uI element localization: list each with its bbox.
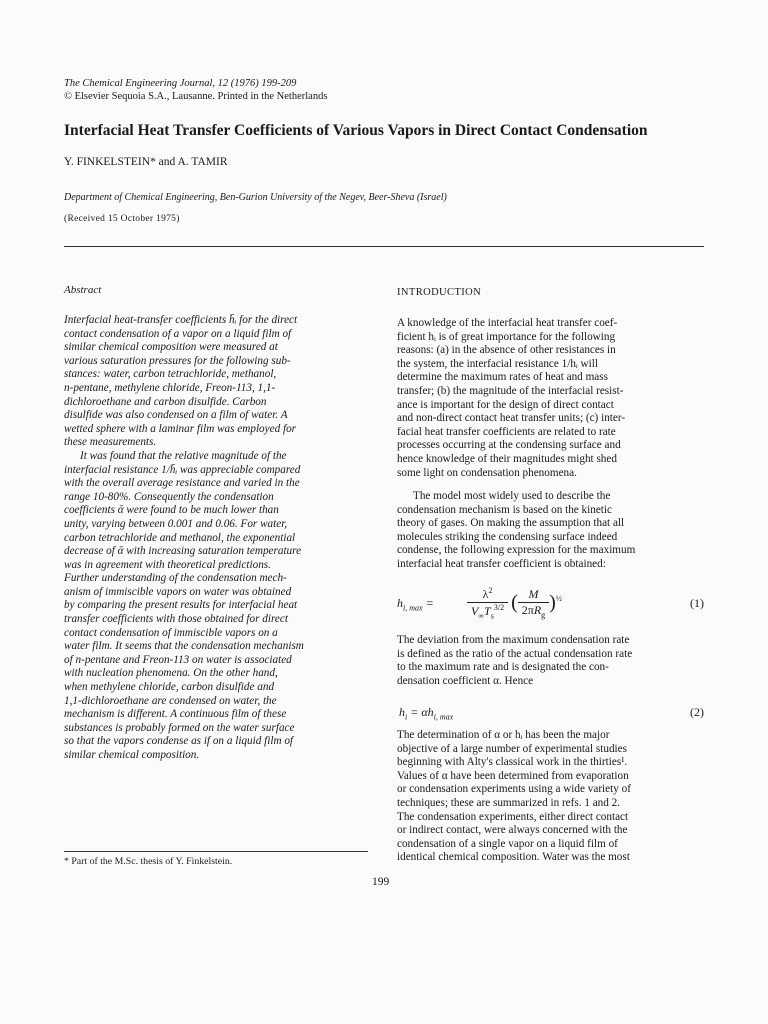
- abstract-paragraph-1: [64, 314, 364, 450]
- article-authors: Y. FINKELSTEIN* and A. TAMIR: [64, 156, 228, 168]
- page-number: 199: [372, 876, 390, 888]
- intro-paragraph-4: [397, 729, 704, 865]
- text-line: The model most widely used to describe the: [413, 490, 611, 502]
- text-line: similar chemical composition were measured at: [64, 341, 278, 354]
- text-line: facial heat transfer coefficients are related to rate: [397, 425, 616, 438]
- text-line: densation coefficient α. Hence: [397, 674, 534, 687]
- text-line: some light on condensation phenomena.: [397, 466, 577, 479]
- text-line: of n-pentane and Freon-113 on water is associated: [64, 653, 292, 666]
- text-line: Interfacial heat-transfer coefficients h̄ᵢ for the direct: [64, 314, 298, 326]
- text-line: with nucleation phenomena. On the other hand,: [64, 667, 278, 680]
- text-line: techniques; these are summarized in refs. 1 and 2.: [397, 796, 621, 809]
- text-line: stances: water, carbon tetrachloride, methanol,: [64, 368, 277, 381]
- text-line: molecules striking the condensing surface indeed: [397, 530, 618, 543]
- text-line: wetted sphere with a laminar film was employed for: [64, 422, 297, 435]
- abstract-heading: Abstract: [64, 284, 102, 296]
- text-line: contact condensation of immiscible vapors on a: [64, 626, 278, 639]
- equation-1-number: (1): [690, 596, 704, 610]
- text-line: reasons: (a) in the absence of other resistances in: [397, 344, 616, 357]
- text-line: interfacial resistance 1/h̄ᵢ was appreciable compared: [64, 463, 301, 476]
- text-line: interfacial heat transfer coefficient is obtained:: [397, 557, 606, 570]
- text-line: dichloroethane and carbon disulfide. Carbon: [64, 395, 267, 408]
- text-line: decrease of ᾱ with increasing saturation temperature: [64, 545, 302, 558]
- received-date: (Received 15 October 1975): [64, 214, 180, 224]
- text-line: processes occurring at the condensing surface and: [397, 439, 621, 452]
- text-line: by comparing the present results for interfacial heat: [64, 599, 298, 612]
- text-line: mechanism is different. A continuous film of these: [64, 708, 287, 721]
- text-line: disulfide was also condensed on a film of water. A: [64, 409, 288, 422]
- text-line: Further understanding of the condensation mech-: [64, 572, 287, 585]
- equation-1: $h_{i, max}$ = $\frac{\lambda^2}{V_\infty T_s^{3/2}}$ ( $\frac{M}{2\pi R_g}$ )$^{\frac{1}{2}}$ (1): [397, 586, 704, 621]
- text-line: substances is probably formed on the water surface: [64, 721, 295, 734]
- text-line: Values of α have been determined from evaporation: [397, 769, 629, 782]
- text-line: the system, the interfacial resistance 1/hᵢ will: [397, 357, 598, 370]
- text-line: coefficients ᾱ were found to be much lower than: [64, 504, 279, 517]
- text-line: so that the vapors condense as if on a liquid film of: [64, 735, 294, 748]
- text-line: hence knowledge of their magnitudes might shed: [397, 452, 617, 465]
- text-line: anism of immiscible vapors on water was obtained: [64, 585, 292, 598]
- intro-paragraph-3: [397, 634, 704, 688]
- publisher-line: © Elsevier Sequoia S.A., Lausanne. Printed in the Netherlands: [64, 91, 328, 102]
- text-line: is defined as the ratio of the actual condensation rate: [397, 647, 633, 660]
- text-line: beginning with Alty's classical work in the thirties¹.: [397, 756, 628, 769]
- text-line: transfer coefficients with those obtained for direct: [64, 613, 288, 626]
- abstract-body: [64, 314, 364, 763]
- text-line: similar chemical composition.: [64, 749, 200, 761]
- text-line: condensation mechanism is based on the kinetic: [397, 503, 612, 516]
- text-line: unity, varying between 0.001 and 0.06. For water,: [64, 517, 288, 530]
- introduction-heading: INTRODUCTION: [397, 287, 482, 298]
- text-line: range 10-80%. Consequently the condensation: [64, 490, 274, 503]
- text-line: A knowledge of the interfacial heat transfer coef-: [397, 317, 618, 329]
- text-line: identical chemical composition. Water was the most: [397, 851, 630, 864]
- text-line: these measurements.: [64, 436, 157, 449]
- text-line: theory of gases. On making the assumption that all: [397, 517, 625, 530]
- text-line: to the maximum rate and is designated the con-: [397, 661, 609, 674]
- text-line: objective of a large number of experimental studies: [397, 742, 627, 755]
- text-line: determine the maximum rates of heat and mass: [397, 371, 608, 384]
- text-line: condense, the following expression for the maximum: [397, 544, 636, 557]
- footnote-divider: [64, 851, 368, 852]
- equation-2-number: (2): [690, 705, 704, 719]
- text-line: contact condensation of a vapor on a liquid film of: [64, 327, 292, 340]
- text-line: with the overall average resistance and varied in the: [64, 477, 300, 490]
- text-line: was in agreement with theoretical predictions.: [64, 558, 271, 571]
- text-line: transfer; (b) the magnitude of the interfacial resist-: [397, 384, 624, 397]
- text-line: condensation of a single vapor on a liquid film of: [397, 837, 618, 850]
- text-line: water film. It seems that the condensation mechanism: [64, 640, 304, 653]
- text-line: and non-direct contact heat transfer units; (c) inter-: [397, 412, 626, 425]
- text-line: 1,1-dichloroethane are condensed on water, the: [64, 694, 277, 707]
- text-line: It was found that the relative magnitude of the: [80, 449, 287, 462]
- abstract-paragraph-2: [64, 450, 364, 763]
- text-line: ficient hᵢ is of great importance for the following: [397, 330, 616, 343]
- text-line: n-pentane, methylene chloride, Freon-113, 1,1-: [64, 381, 276, 394]
- text-line: ance is important for the design of direct contact: [397, 398, 614, 411]
- text-line: The determination of α or hᵢ has been the major: [397, 729, 610, 741]
- journal-line: The Chemical Engineering Journal, 12 (1976) 199-209: [64, 78, 297, 89]
- intro-paragraph-2: [397, 490, 704, 572]
- text-line: or indirect contact, were always concerned with the: [397, 824, 628, 837]
- text-line: carbon tetrachloride and methanol, the exponential: [64, 531, 296, 544]
- header-divider: [64, 246, 704, 247]
- text-line: The deviation from the maximum condensation rate: [397, 634, 630, 646]
- footnote: * Part of the M.Sc. thesis of Y. Finkelstein.: [64, 856, 233, 867]
- text-line: or condensation experiments using a wide variety of: [397, 783, 631, 796]
- article-title: Interfacial Heat Transfer Coefficients of Various Vapors in Direct Contact Condensation: [64, 122, 648, 139]
- text-line: The condensation experiments, either direct contact: [397, 810, 629, 823]
- affiliation: Department of Chemical Engineering, Ben-Gurion University of the Negev, Beer-Sheva (Israel): [64, 192, 447, 203]
- journal-citation: [64, 77, 327, 103]
- text-line: various saturation pressures for the following sub-: [64, 354, 291, 367]
- intro-paragraph-1: [397, 317, 704, 480]
- text-line: when methylene chloride, carbon disulfide and: [64, 681, 275, 694]
